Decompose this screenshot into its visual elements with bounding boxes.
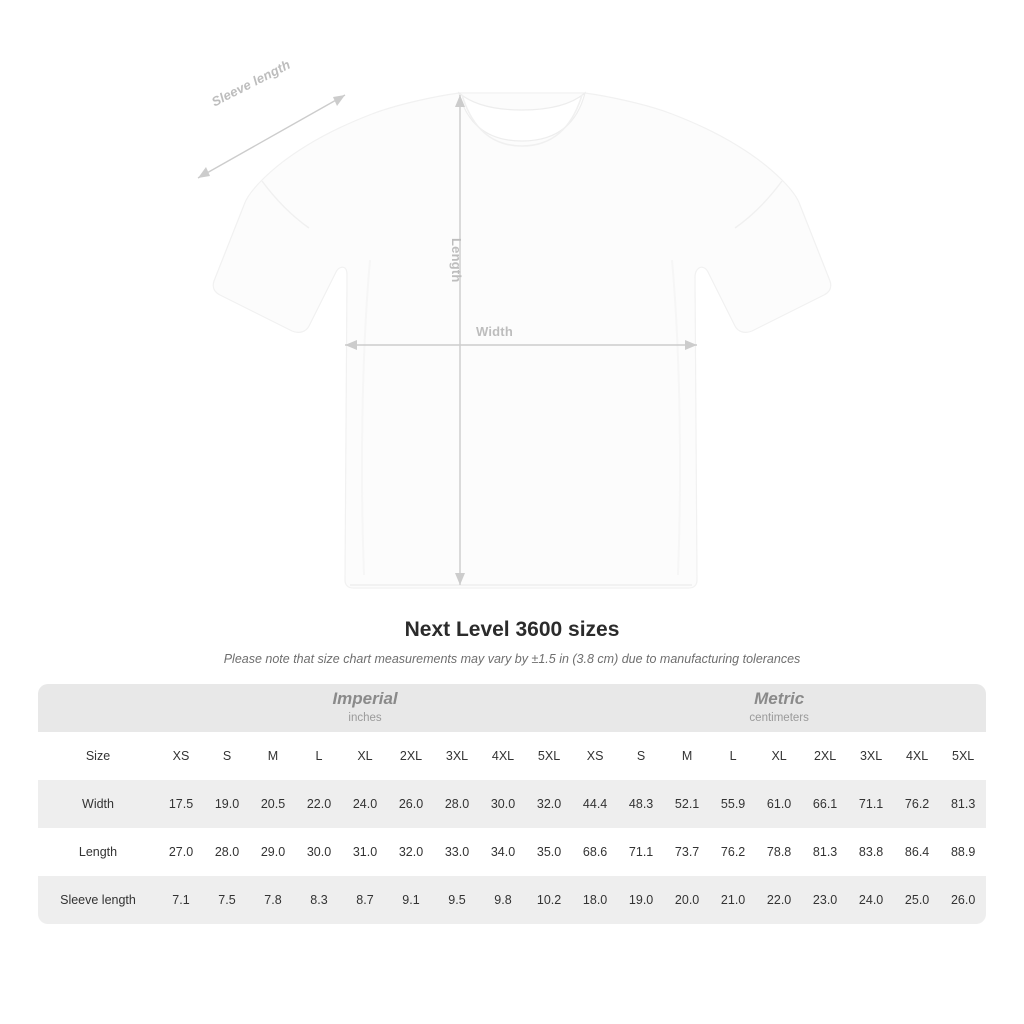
size-header-metric-xl: XL [756,732,802,780]
sleeve-metric-3xl: 24.0 [848,876,894,924]
width-imperial-l: 22.0 [296,780,342,828]
imperial-label: Imperial [332,689,398,709]
tolerance-note: Please note that size chart measurements may vary by ±1.5 in (3.8 cm) due to manufacturing tolerances [223,652,801,666]
length-metric-xl: 78.8 [756,828,802,876]
width-metric-m: 52.1 [664,780,710,828]
sleeve-length-dimension-label: Sleeve length [209,56,293,110]
size-header-imperial-xs: XS [158,732,204,780]
metric-unit-header [572,684,986,732]
size-header-metric-s: S [618,732,664,780]
length-metric-3xl: 83.8 [848,828,894,876]
size-table-wrapper [38,684,986,924]
width-metric-5xl: 81.3 [940,780,986,828]
length-imperial-xs: 27.0 [158,828,204,876]
sleeve-imperial-5xl: 10.2 [526,876,572,924]
width-imperial-m: 20.5 [250,780,296,828]
size-header-imperial-3xl: 3XL [434,732,480,780]
sleeve-imperial-s: 7.5 [204,876,250,924]
width-imperial-xl: 24.0 [342,780,388,828]
size-header-imperial-5xl: 5XL [526,732,572,780]
imperial-unit: inches [348,711,382,724]
length-metric-m: 73.7 [664,828,710,876]
width-imperial-xs: 17.5 [158,780,204,828]
sleeve-metric-4xl: 25.0 [894,876,940,924]
size-header-metric-4xl: 4XL [894,732,940,780]
row-label-sleeve-length: Sleeve length [38,876,158,924]
sleeve-metric-5xl: 26.0 [940,876,986,924]
size-header-row [38,732,986,780]
length-imperial-l: 30.0 [296,828,342,876]
table-row [38,828,986,876]
row-label-width: Width [38,780,158,828]
width-imperial-5xl: 32.0 [526,780,572,828]
metric-unit: centimeters [749,711,809,724]
length-imperial-5xl: 35.0 [526,828,572,876]
length-imperial-m: 29.0 [250,828,296,876]
size-header-metric-l: L [710,732,756,780]
sleeve-imperial-3xl: 9.5 [434,876,480,924]
length-imperial-xl: 31.0 [342,828,388,876]
sleeve-imperial-xs: 7.1 [158,876,204,924]
table-row [38,780,986,828]
tshirt-shape [213,93,831,588]
width-metric-xs: 44.4 [572,780,618,828]
size-header-metric-xs: XS [572,732,618,780]
size-header-metric-m: M [664,732,710,780]
width-metric-s: 48.3 [618,780,664,828]
sleeve-metric-l: 21.0 [710,876,756,924]
width-metric-2xl: 66.1 [802,780,848,828]
width-metric-l: 55.9 [710,780,756,828]
table-row [38,876,986,924]
length-metric-l: 76.2 [710,828,756,876]
width-imperial-2xl: 26.0 [388,780,434,828]
width-metric-xl: 61.0 [756,780,802,828]
metric-label: Metric [754,689,805,709]
size-chart-table [38,684,986,924]
length-metric-xs: 68.6 [572,828,618,876]
size-header-label: Size [38,732,158,780]
width-metric-4xl: 76.2 [894,780,940,828]
size-header-imperial-m: M [250,732,296,780]
sleeve-imperial-4xl: 9.8 [480,876,526,924]
sleeve-imperial-m: 7.8 [250,876,296,924]
size-header-imperial-l: L [296,732,342,780]
length-metric-5xl: 88.9 [940,828,986,876]
sleeve-metric-2xl: 23.0 [802,876,848,924]
length-imperial-2xl: 32.0 [388,828,434,876]
length-dimension-label: Length [449,238,464,283]
size-header-imperial-s: S [204,732,250,780]
length-imperial-4xl: 34.0 [480,828,526,876]
width-dimension-label: Width [476,324,513,339]
sleeve-metric-xl: 22.0 [756,876,802,924]
sleeve-imperial-l: 8.3 [296,876,342,924]
sleeve-metric-xs: 18.0 [572,876,618,924]
size-header-metric-5xl: 5XL [940,732,986,780]
unit-system-row [38,684,986,732]
sleeve-metric-m: 20.0 [664,876,710,924]
size-header-imperial-2xl: 2XL [388,732,434,780]
page-title: Next Level 3600 sizes [404,618,620,641]
width-imperial-4xl: 30.0 [480,780,526,828]
width-metric-3xl: 71.1 [848,780,894,828]
length-metric-s: 71.1 [618,828,664,876]
sleeve-imperial-xl: 8.7 [342,876,388,924]
length-metric-4xl: 86.4 [894,828,940,876]
width-imperial-3xl: 28.0 [434,780,480,828]
width-imperial-s: 19.0 [204,780,250,828]
chart-title-block [0,618,1024,666]
row-label-length: Length [38,828,158,876]
length-metric-2xl: 81.3 [802,828,848,876]
sleeve-metric-s: 19.0 [618,876,664,924]
length-imperial-3xl: 33.0 [434,828,480,876]
size-header-metric-3xl: 3XL [848,732,894,780]
size-header-metric-2xl: 2XL [802,732,848,780]
imperial-unit-header [158,684,572,732]
length-imperial-s: 28.0 [204,828,250,876]
size-header-imperial-4xl: 4XL [480,732,526,780]
size-header-imperial-xl: XL [342,732,388,780]
sleeve-imperial-2xl: 9.1 [388,876,434,924]
unit-row-spacer [38,684,158,732]
